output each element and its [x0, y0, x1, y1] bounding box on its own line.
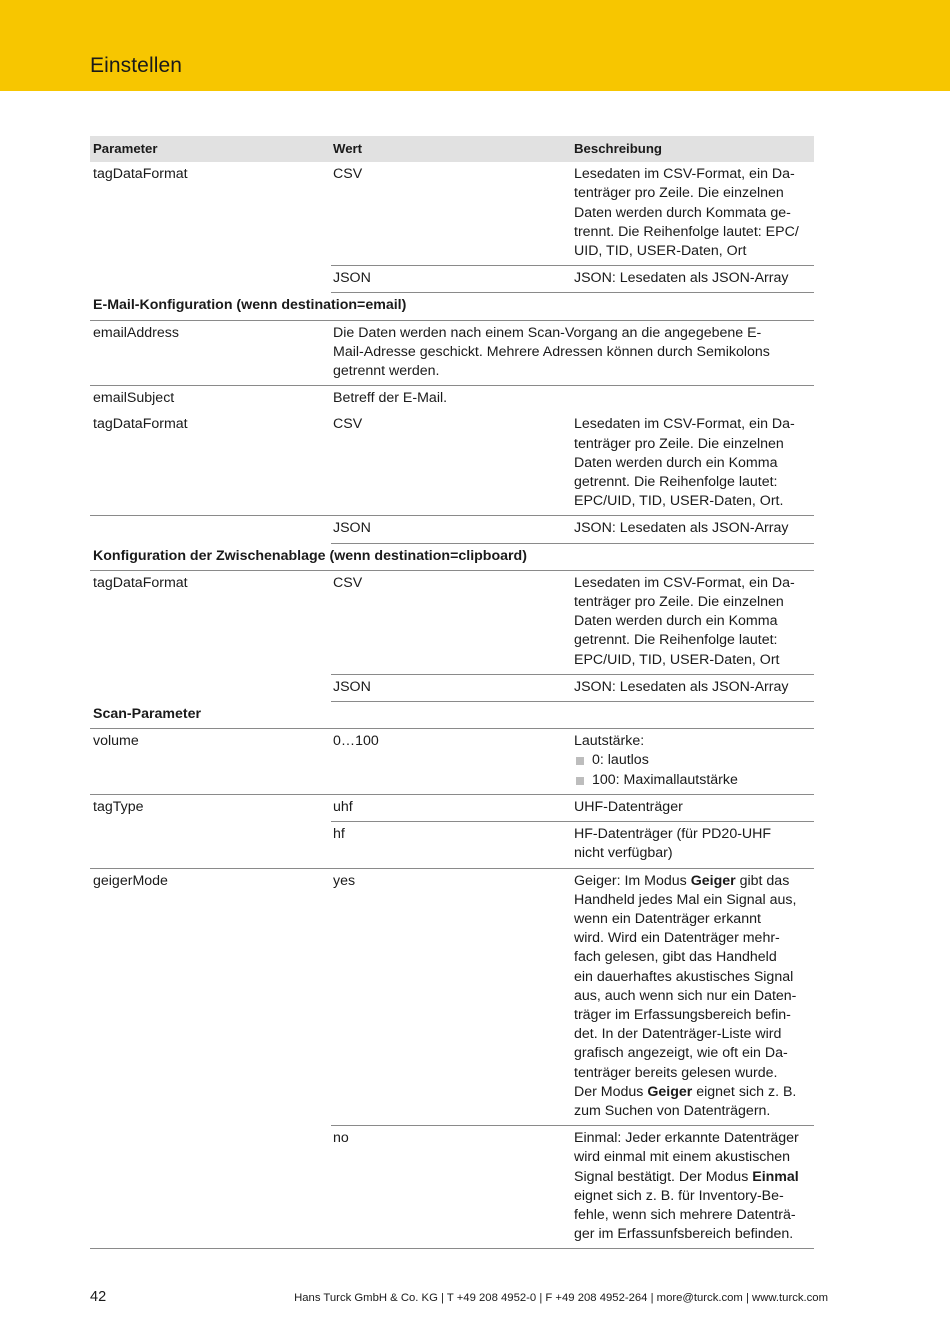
description-cell: HF-Datenträger (für PD20-UHF nicht verfügbar) [574, 826, 772, 862]
list-item: 0: lautlos [574, 751, 812, 770]
value-cell: CSV [333, 416, 363, 433]
list-item: 100: Maximallautstärke [574, 771, 812, 790]
section-clipboard: Konfiguration der Zwischenablage (wenn destination=clipboard) [93, 547, 527, 564]
description-cell: Betreff der E-Mail. [333, 390, 448, 407]
section-row [90, 293, 814, 320]
value-cell: JSON [333, 270, 371, 287]
footer-contact: Hans Turck GmbH & Co. KG | T +49 208 4952-0 | F +49 208 4952-264 | more@turck.com | www.turck.com [294, 1292, 828, 1304]
table-row [90, 386, 814, 412]
table-row [90, 729, 814, 795]
value-cell: CSV [333, 166, 363, 183]
header-parameter: Parameter [93, 141, 158, 156]
table-row [90, 571, 814, 674]
description-cell: JSON: Lesedaten als JSON-Array [574, 678, 789, 695]
value-cell: hf [333, 826, 345, 843]
value-cell: no [333, 1130, 349, 1147]
value-cell: CSV [333, 574, 363, 591]
table-row [90, 321, 814, 387]
table-row [331, 516, 814, 543]
section-row [90, 702, 814, 729]
header-beschreibung: Beschreibung [574, 141, 662, 156]
description-cell: JSON: Lesedaten als JSON-Array [574, 520, 789, 537]
table-row [90, 162, 814, 265]
description-cell: Einmal: Jeder erkannte Datenträger wird einmal mit einem akustischen Signal bestätigt. Der Modus Einmal eignet sich z. B. für Inventory-Be- fehle, wenn sich mehrere Datenträ- ger im Erfassunfsbereich befinden. [574, 1130, 799, 1243]
page-number: 42 [90, 1289, 107, 1305]
param-cell: tagDataFormat [93, 166, 188, 183]
description-cell: Lesedaten im CSV-Format, ein Da- tenträger pro Zeile. Die einzelnen Daten werden durch Kommata ge- trennt. Die Reihenfolge lautet: EPC/ UID, TID, USER-Daten, Ort [574, 166, 799, 260]
value-cell: yes [333, 872, 356, 889]
value-cell: JSON [333, 678, 371, 695]
description-cell: Lautstärke: 0: lautlos 100: Maximallautstärke [572, 729, 814, 794]
table-row [331, 265, 814, 293]
header-wert: Wert [333, 141, 363, 156]
value-cell: uhf [333, 798, 353, 815]
param-cell: geigerMode [93, 872, 168, 889]
param-cell: tagDataFormat [93, 574, 188, 591]
description-cell: JSON: Lesedaten als JSON-Array [574, 270, 789, 287]
param-cell: tagType [93, 798, 144, 815]
table-row [331, 821, 814, 867]
value-cell: JSON [333, 520, 371, 537]
param-cell: tagDataFormat [93, 416, 188, 433]
description-cell: Lesedaten im CSV-Format, ein Da- tenträger pro Zeile. Die einzelnen Daten werden durch ein Komma getrennt. Die Reihenfolge lautet: EPC/UID, TID, USER-Daten, Ort [574, 574, 795, 668]
table-header [90, 136, 814, 162]
description-cell: Die Daten werden nach einem Scan-Vorgang an die angegebene E- Mail-Adresse geschickt. Mehrere Adressen können durch Semikolons getrennt werden. [333, 324, 770, 380]
section-row [90, 544, 814, 571]
table-bottom-rule [90, 1248, 814, 1249]
parameter-table [90, 136, 814, 1249]
param-cell: volume [93, 733, 139, 750]
table-row [90, 412, 814, 515]
param-cell: emailSubject [93, 390, 175, 407]
table-row [90, 795, 814, 821]
section-scan: Scan-Parameter [93, 706, 202, 723]
square-bullet-icon [576, 777, 584, 785]
param-cell: emailAddress [93, 324, 179, 341]
page-title: Einstellen [90, 54, 183, 77]
table-row [90, 869, 814, 1126]
description-cell: Lesedaten im CSV-Format, ein Da- tenträger pro Zeile. Die einzelnen Daten werden durch ein Komma getrennt. Die Reihenfolge lautet: EPC/UID, TID, USER-Daten, Ort. [574, 416, 795, 510]
table-row [331, 674, 814, 702]
description-cell: UHF-Datenträger [574, 798, 683, 815]
value-cell: 0…100 [333, 733, 379, 750]
square-bullet-icon [576, 757, 584, 765]
table-row [331, 1125, 814, 1248]
section-email: E-Mail-Konfiguration (wenn destination=email) [93, 297, 407, 314]
description-cell: Geiger: Im Modus Geiger gibt das Handheld jedes Mal ein Signal aus, wenn ein Datenträger erkannt wird. Wird ein Datenträger mehr- fach gelesen, gibt das Handheld ein dauerhaftes akustisches Signal aus, auch wenn sich nur ein Daten- träger im Erfassungsbereich befin- det. In der Datenträger-Liste wird grafisch angezeigt, wie oft ein Da- tenträger bereits gelesen wurde. Der Modus Geiger eignet sich z. B. zum Suchen von Datenträgern. [574, 872, 797, 1119]
